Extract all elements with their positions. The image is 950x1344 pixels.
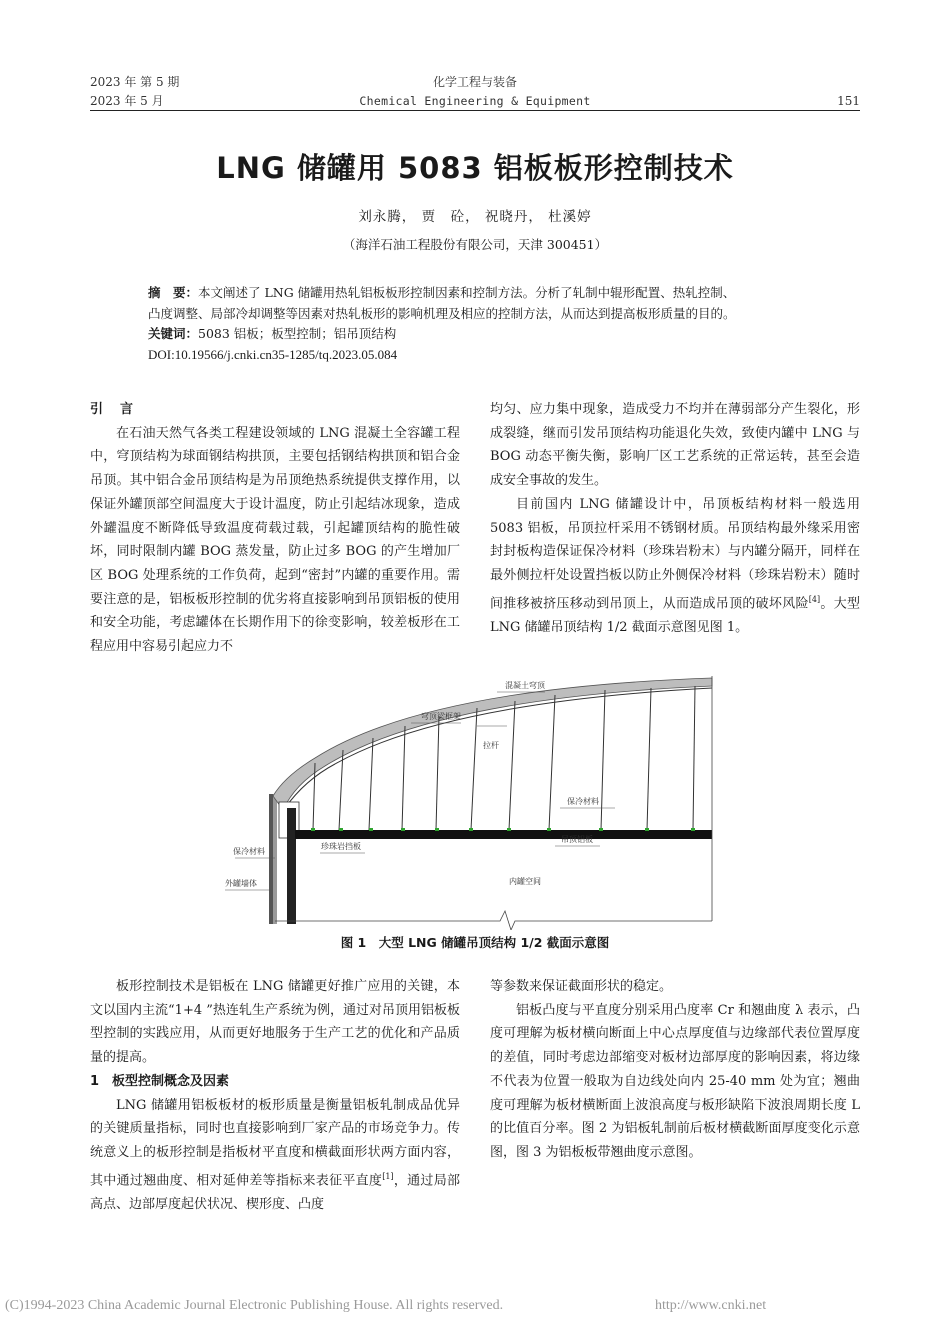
intro-right-column (490, 398, 860, 639)
intro-paragraph-1: 在石油天然气各类工程建设领域的 LNG 混凝土全容罐工程中，穹顶结构为球面钢结构拱顶，主要包括钢结构拱顶和铝合金吊顶。其中铝合金吊顶结构是为吊顶绝热系统提供支撑作用，以保证外罐顶部空间温度大于设计温度，防止引起结冰现象，造成外罐温度不断降低导致温度荷载过载，引起罐顶结构的脆性破坏，同时限制内罐 BOG 蒸发量，防止过多 BOG 的产生增加厂区 BOG 处理系统的工作负荷，起到“密封”内罐的重要作用。需要注意的是，铝板板形控制的优劣将直接影响到吊顶铝板的使用和安全功能，考虑罐体在长期作用下的徐变影响，较差板形在工程应用中容易引起应力不 (90, 425, 460, 655)
abstract-line2: 凸度调整、局部冷却调整等因素对热轧板形的影响机理及相应的控制方法，从而达到提高板形质量的目的。 (148, 305, 736, 321)
affiliation: （海洋石油工程股份有限公司，天津 300451） (342, 237, 608, 252)
body-paragraph-1: 板形控制技术是铝板在 LNG 储罐更好推广应用的关键，本文以国内主流“1+4 ”热连轧生产系统为例，通过对吊顶用铝板板型控制的实践应用，从而更好地服务于生产工艺的优化和产品质量的提高。 (90, 979, 460, 1066)
paper-title: LNG 储罐用 5083 铝板板形控制技术 (216, 151, 734, 185)
header-date: 2023 年 5 月 (90, 94, 164, 108)
abstract-line1: 本文阐述了 LNG 储罐用热轧铝板板形控制因素和控制方法。分析了轧制中辊形配置、热轧控制、 (198, 285, 736, 300)
abstract-block (148, 283, 808, 365)
doi: DOI:10.19566/j.cnki.cn35-1285/tq.2023.05.084 (148, 346, 398, 362)
label-tie-rod: 拉杆 (483, 741, 499, 750)
header-page-number: 151 (837, 94, 860, 108)
figure-1-caption: 图 1 大型 LNG 储罐吊顶结构 1/2 截面示意图 (340, 935, 610, 950)
figure-1-diagram (215, 668, 735, 930)
body-right-paragraph-2: 铝板凸度与平直度分别采用凸度率 Cr 和翘曲度 λ 表示，凸度可理解为板材横向断面上中心点厚度值与边缘部代表位置厚度的差值，同时考虑边部缩变对板材边部厚度的影响因素，将边缘不代表为位置一般取为自边线处向内 25-40 mm 处为宜；翘曲度可理解为板材横断面上波浪高度与板形缺陷下波浪周期长度 L 的比值百分率。图 2 为铝板轧制前后板材横截断面厚度变化示意图，图 3 为铝板板带翘曲度示意图。 (490, 1002, 860, 1160)
intro-paragraph-2: 目前国内 LNG 储罐设计中，吊顶板结构材料一般选用 5083 铝板，吊顶拉杆采用不锈钢材质。吊顶结构最外缘采用密封封板构造保证保冷材料（珍珠岩粉末）与内罐分隔开，同样在最外侧拉杆处设置挡板以防止外侧保冷材料（珍珠岩粉末）随时间推移被挤压移动到吊顶上，从而造成吊顶的破坏风险 (490, 496, 860, 611)
header-journal-en: Chemical Engineering & Equipment (359, 94, 591, 108)
label-outer-wall: 外罐墙体 (225, 879, 257, 888)
header-issue: 2023 年 第 5 期 (90, 75, 180, 89)
section-1-heading: 1 板型控制概念及因素 (90, 1073, 230, 1089)
footer-url[interactable]: http://www.cnki.net (655, 1298, 767, 1313)
label-insulation-top: 保冷材料 (567, 797, 599, 806)
keywords: 5083 铝板；板型控制；铝吊顶结构 (198, 326, 397, 341)
body-paragraph-2-end: ，通过局部高点、边部厚度起伏状况、楔形度、凸度 (90, 1172, 460, 1212)
intro-paragraph-1-cont: 均匀、应力集中现象，造成受力不均并在薄弱部分产生裂化，形成裂缝，继而引发吊顶结构功能退化失效，致使内罐中 LNG 与 BOG 动态平衡失衡，影响厂区工艺系统的正常运转，甚至会造成安全事故的发生。 (490, 402, 860, 489)
authors: 刘永腾， 贾 砼， 祝晓丹， 杜溪婷 (358, 209, 592, 225)
label-ceiling-plate: 吊顶铝板 (561, 835, 593, 844)
body-right-paragraph-1: 等参数来保证截面形状的稳定。 (490, 979, 673, 994)
abstract-label: 摘 要： (148, 285, 199, 300)
tie-rods (313, 686, 695, 830)
ceiling-plate-shape (295, 830, 712, 839)
outer-wall-edge (269, 794, 273, 924)
perlite-baffle-shape (287, 808, 296, 924)
label-dome-frame: 穹顶梁框架 (421, 712, 461, 721)
header-rule (90, 110, 860, 111)
intro-heading: 引 言 (90, 402, 136, 417)
footer-copyright: (C)1994-2023 China Academic Journal Electronic Publishing House. All rights reserved. (5, 1298, 504, 1313)
label-concrete-dome: 混凝土穹顶 (505, 681, 545, 690)
citation-1: [1] (382, 1171, 394, 1181)
body-right-column (490, 975, 860, 1165)
label-perlite-baffle: 珍珠岩挡板 (321, 842, 361, 851)
citation-4: [4] (808, 594, 821, 604)
intro-left-column (90, 398, 460, 659)
header-journal-cn: 化学工程与装备 (432, 75, 517, 89)
bottom-break-line (275, 911, 712, 930)
intro-paragraph-2-end: 。大型 LNG 储罐吊顶结构 1/2 截面示意图见图 1。 (490, 595, 860, 635)
label-inner-space: 内罐空间 (509, 877, 541, 886)
body-left-column (90, 975, 460, 1216)
keywords-label: 关键词： (148, 326, 199, 341)
label-insulation-left: 保冷材料 (233, 847, 265, 856)
body-paragraph-2: LNG 储罐用铝板板材的板形质量是衡量铝板轧制成品优异的关键质量指标，同时也直接影响到厂家产品的市场竞争力。传统意义上的板形控制是指板材平直度和横截面形状两方面内容，其中通过翘曲度、相对延伸差等指标来表征平直度 (90, 1097, 460, 1188)
